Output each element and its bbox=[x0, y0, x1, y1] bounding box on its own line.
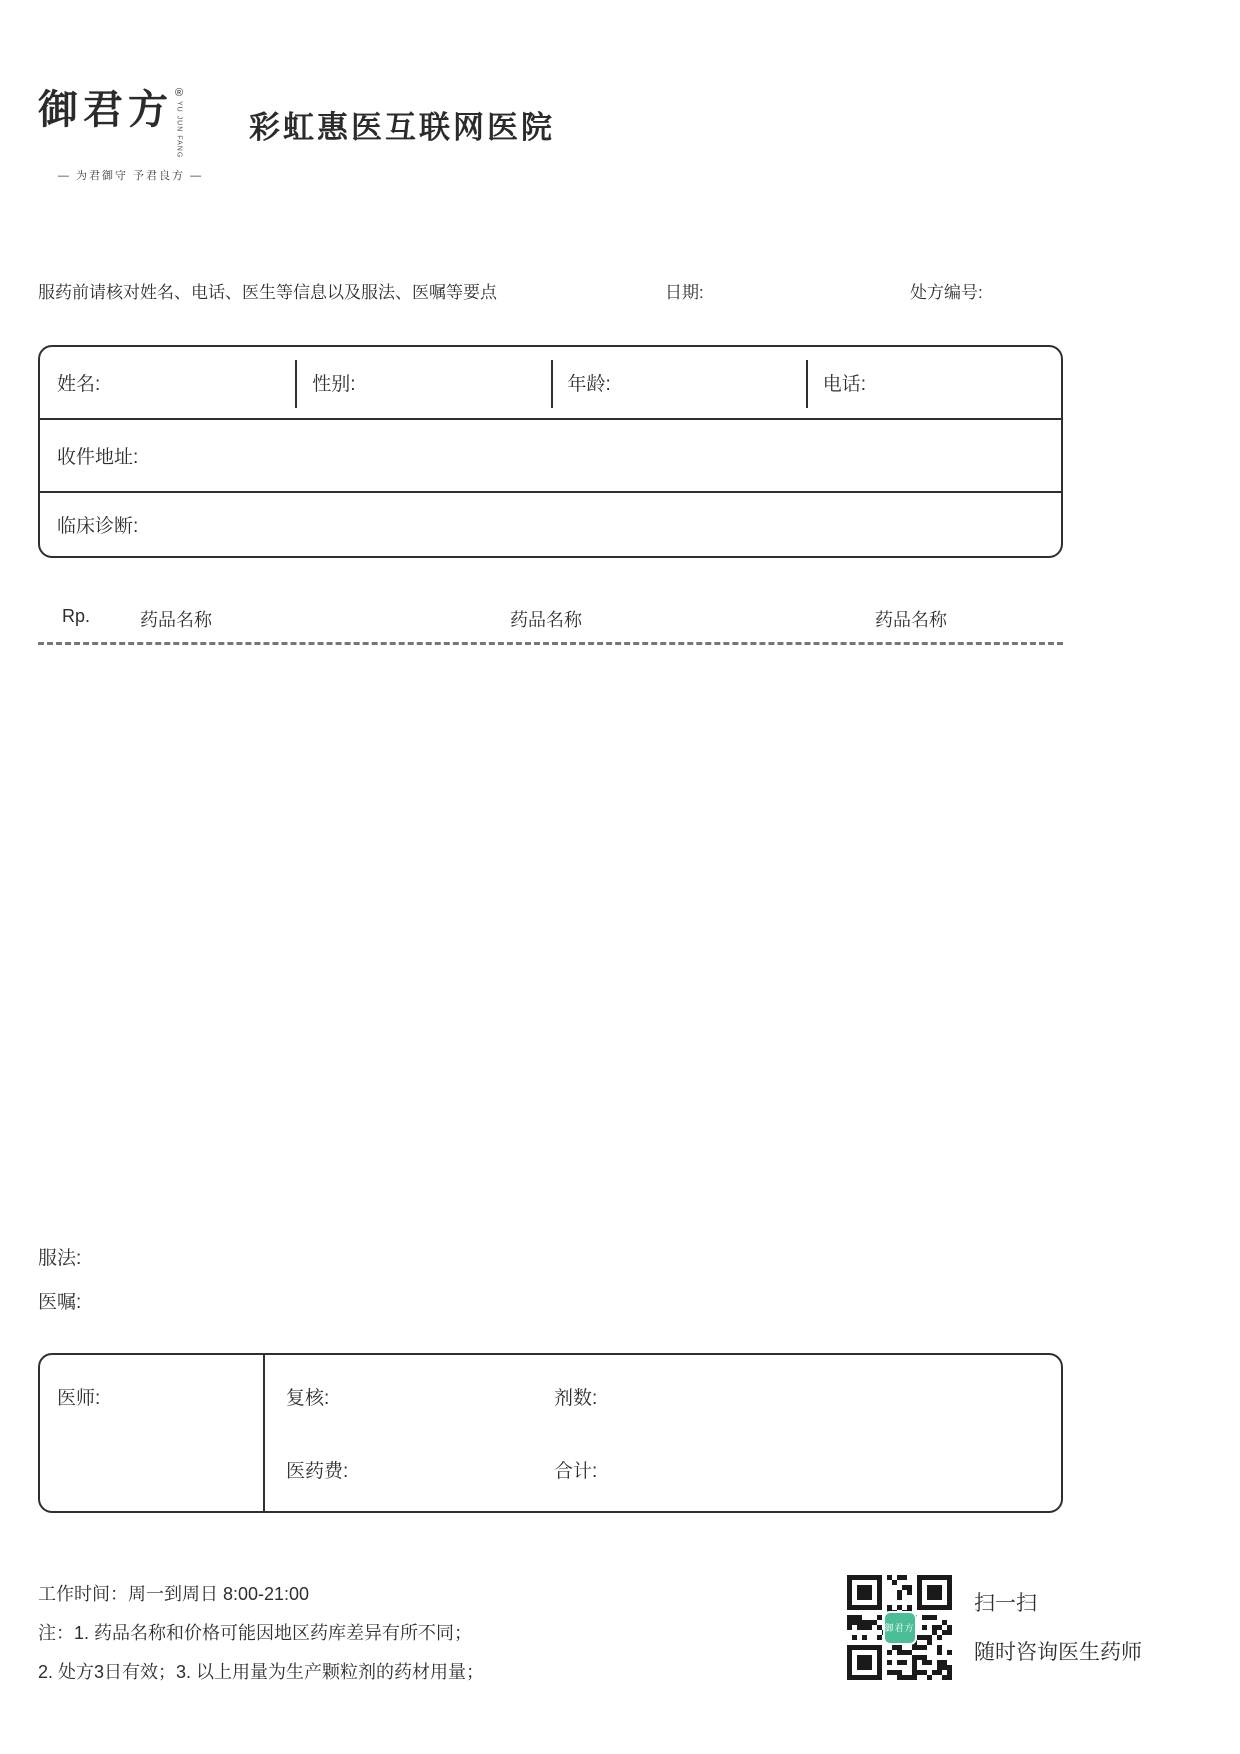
signoff-box bbox=[38, 1353, 1063, 1513]
footer bbox=[38, 1575, 1202, 1692]
physician-field bbox=[40, 1355, 265, 1511]
patient-name-label: 姓名: bbox=[57, 374, 101, 396]
rp-header-row bbox=[38, 606, 1202, 632]
patient-age-field bbox=[551, 347, 806, 418]
advice-field bbox=[38, 1287, 1202, 1314]
usage-field bbox=[38, 1243, 1202, 1270]
rp-label: Rp. bbox=[62, 606, 91, 627]
verification-notice: 服药前请核对姓名、电话、医生等信息以及服法、医嘱等要点 bbox=[38, 283, 497, 303]
rx-number-field-label: 处方编号: bbox=[910, 283, 983, 303]
brand-logo-pinyin: YU JUN FANG bbox=[175, 101, 183, 159]
patient-info-box bbox=[38, 345, 1063, 558]
brand-logo-side bbox=[175, 88, 183, 158]
qr-scan-label: 扫一扫 bbox=[974, 1592, 1037, 1616]
total-label: 合计: bbox=[554, 1461, 598, 1483]
working-hours: 工作时间：周一到周日 8:00-21:00 bbox=[38, 1584, 310, 1605]
dose-count-label: 剂数: bbox=[554, 1388, 598, 1410]
patient-info-row-basic bbox=[40, 347, 1061, 420]
dashed-divider bbox=[38, 642, 1063, 645]
clinical-diagnosis-label: 临床诊断: bbox=[57, 516, 139, 538]
brand-logo-text: 御君方 bbox=[38, 86, 173, 133]
note-line-1: 注：1. 药品名称和价格可能因地区药库差异有所不同； bbox=[38, 1623, 473, 1644]
medicine-fee-label: 医药费: bbox=[286, 1461, 349, 1483]
date-field-label: 日期: bbox=[665, 283, 704, 303]
advice-label: 医嘱: bbox=[38, 1292, 82, 1314]
brand-tagline: — 为君御守 予君良方 — bbox=[57, 170, 204, 183]
patient-name-field bbox=[40, 347, 295, 418]
patient-gender-field bbox=[295, 347, 550, 418]
clinical-diagnosis-field bbox=[40, 493, 1061, 556]
usage-label: 服法: bbox=[38, 1248, 82, 1270]
registered-trademark-icon: ® bbox=[175, 87, 184, 99]
patient-phone-field bbox=[806, 347, 1061, 418]
drug-name-column-header: 药品名称 bbox=[510, 610, 582, 631]
drug-name-column-header: 药品名称 bbox=[875, 610, 947, 631]
qr-text bbox=[974, 1575, 1142, 1666]
qr-scan-sub-label: 随时咨询医生药师 bbox=[974, 1641, 1142, 1665]
hospital-name: 彩虹惠医互联网医院 bbox=[249, 110, 555, 145]
physician-label: 医师: bbox=[57, 1388, 101, 1410]
patient-age-label: 年龄: bbox=[567, 374, 611, 396]
signoff-row-review bbox=[286, 1383, 1061, 1410]
qr-code bbox=[847, 1575, 952, 1680]
qr-block bbox=[847, 1575, 1142, 1680]
signoff-right-panel bbox=[265, 1355, 1061, 1511]
qr-center-logo: 御君方 bbox=[883, 1611, 917, 1645]
note-line-2: 2. 处方3日有效；3. 以上用量为生产颗粒剂的药材用量； bbox=[38, 1662, 485, 1683]
review-label: 复核: bbox=[286, 1388, 330, 1410]
header bbox=[38, 0, 1202, 183]
brand-logo bbox=[38, 88, 223, 183]
footer-notes bbox=[38, 1575, 484, 1692]
patient-gender-label: 性别: bbox=[312, 374, 356, 396]
patient-address-field bbox=[40, 420, 1061, 493]
drug-name-column-header: 药品名称 bbox=[140, 610, 212, 631]
patient-phone-label: 电话: bbox=[822, 374, 867, 396]
brand-logo-main bbox=[38, 88, 223, 158]
notice-row bbox=[38, 278, 1202, 304]
patient-address-label: 收件地址: bbox=[57, 447, 139, 469]
signoff-row-fees bbox=[286, 1456, 1061, 1483]
